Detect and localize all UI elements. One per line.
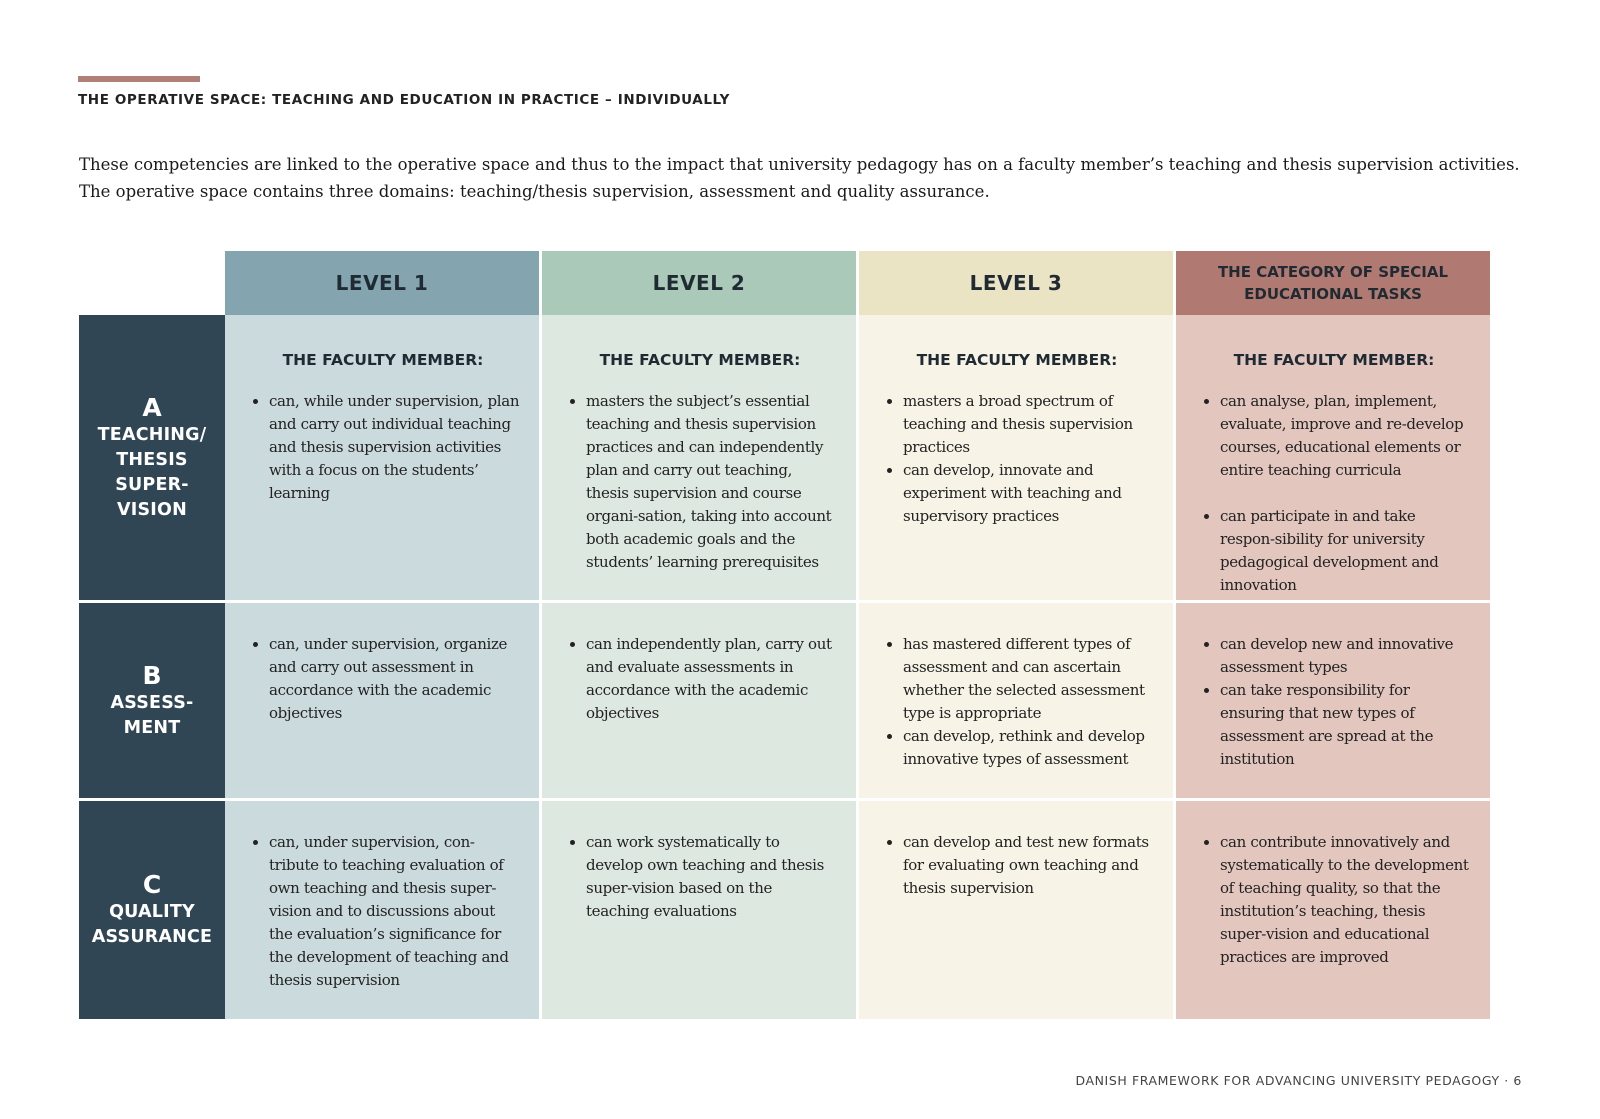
competency-item: • can take responsibility for ensuring that new types of assessment are spread at the institution <box>1220 679 1472 771</box>
competency-list <box>879 831 1155 900</box>
row-header-assessment <box>79 603 225 798</box>
competency-item: • masters a broad spectrum of teaching and thesis supervision practices <box>903 390 1155 459</box>
competency-item: • can develop and test new formats for evaluating own teaching and thesis supervision <box>903 831 1155 900</box>
competency-list <box>562 831 838 923</box>
competency-list <box>245 831 521 992</box>
accent-bar <box>78 76 200 82</box>
cell-quality-level-3 <box>859 801 1173 1019</box>
competency-item: • can work systematically to develop own teaching and thesis super-vision based on the teaching evaluations <box>586 831 838 923</box>
competency-list <box>562 633 838 725</box>
competency-list <box>1196 831 1472 969</box>
row-name-line: VISION <box>117 499 187 520</box>
competency-item: • can, while under supervision, plan and carry out individual teaching and thesis supervision activities with a focus on the students’ learning <box>269 390 521 505</box>
cell-teaching-level-2 <box>542 315 856 600</box>
row-name-line: MENT <box>123 717 181 738</box>
row-header-teaching <box>79 315 225 600</box>
competency-list <box>245 390 521 505</box>
competency-item: • can, under supervision, con-tribute to teaching evaluation of own teaching and thesis super-vision and to discussions about the evaluation’s significance for the development of teaching and thesis supervision <box>269 831 521 992</box>
competency-list <box>245 633 521 725</box>
competency-list <box>1196 633 1472 771</box>
competency-item: • has mastered different types of assessment and can ascertain whether the selected assessment type is appropriate <box>903 633 1155 725</box>
row-name-line: QUALITY <box>109 902 195 922</box>
competency-item: • can develop new and innovative assessment types <box>1220 633 1472 679</box>
intro-text <box>79 151 1559 205</box>
row-letter: A <box>142 392 162 422</box>
competency-item: • can, under supervision, organize and carry out assessment in accordance with the academic objectives <box>269 633 521 725</box>
faculty-member-label: THE FACULTY MEMBER: <box>282 351 484 369</box>
page-footer: DANISH FRAMEWORK FOR ADVANCING UNIVERSITY PEDAGOGY · 6 <box>1075 1073 1522 1088</box>
row-header-quality-assurance <box>79 801 225 1019</box>
faculty-member-label: THE FACULTY MEMBER: <box>599 351 801 369</box>
competency-item: • can develop, innovate and experiment with teaching and supervisory practices <box>903 459 1155 528</box>
intro-line-1: These competencies are linked to the operative space and thus to the impact that university pedagogy has on a faculty member’s teaching and thesis supervision activities. <box>79 155 1520 174</box>
column-header-level-1: LEVEL 1 <box>225 251 539 315</box>
row-name-line: THESIS <box>116 449 188 470</box>
row-name-line: ASSESS- <box>110 692 194 713</box>
competency-item: • can participate in and take respon-sibility for university pedagogical development and innovation <box>1220 505 1472 597</box>
competency-list <box>1196 390 1472 597</box>
cell-teaching-special-tasks <box>1176 315 1490 600</box>
column-header-special-tasks: THE CATEGORY OF SPECIAL EDUCATIONAL TASKS <box>1176 251 1490 315</box>
faculty-member-label: THE FACULTY MEMBER: <box>916 351 1118 369</box>
cell-assessment-level-3 <box>859 603 1173 798</box>
cell-quality-level-1 <box>225 801 539 1019</box>
cell-teaching-level-1 <box>225 315 539 600</box>
row-letter: B <box>142 660 162 690</box>
column-header-level-3: LEVEL 3 <box>859 251 1173 315</box>
row-name-line: SUPER- <box>115 474 189 495</box>
competency-list <box>879 633 1155 771</box>
cell-assessment-level-2 <box>542 603 856 798</box>
cell-quality-level-2 <box>542 801 856 1019</box>
cell-assessment-level-1 <box>225 603 539 798</box>
intro-line-2: The operative space contains three domains: teaching/thesis supervision, assessment and quality assurance. <box>79 182 990 201</box>
cell-quality-special-tasks <box>1176 801 1490 1019</box>
column-header-level-2: LEVEL 2 <box>542 251 856 315</box>
competency-item: • masters the subject’s essential teaching and thesis supervision practices and can independently plan and carry out teaching, thesis supervision and course organi-sation, taking into account both academic goals and the students’ learning prerequisites <box>586 390 838 574</box>
faculty-member-label: THE FACULTY MEMBER: <box>1233 351 1435 369</box>
cell-teaching-level-3 <box>859 315 1173 600</box>
competency-item: • can analyse, plan, implement, evaluate, improve and re-develop courses, educational elements or entire teaching curricula <box>1220 390 1472 482</box>
competency-item: • can develop, rethink and develop innovative types of assessment <box>903 725 1155 771</box>
competency-item: • can independently plan, carry out and evaluate assessments in accordance with the academic objectives <box>586 633 838 725</box>
cell-assessment-special-tasks <box>1176 603 1490 798</box>
section-title: THE OPERATIVE SPACE: TEACHING AND EDUCATION IN PRACTICE – INDIVIDUALLY <box>78 92 730 108</box>
competency-list <box>562 390 838 574</box>
row-name-line: ASSURANCE <box>91 927 213 947</box>
competency-item: • can contribute innovatively and systematically to the development of teaching quality, so that the institution’s teaching, thesis super-vision and educational practices are improved <box>1220 831 1472 969</box>
row-letter: C <box>142 870 162 899</box>
competency-list <box>879 390 1155 528</box>
row-name-line: TEACHING/ <box>97 424 207 445</box>
